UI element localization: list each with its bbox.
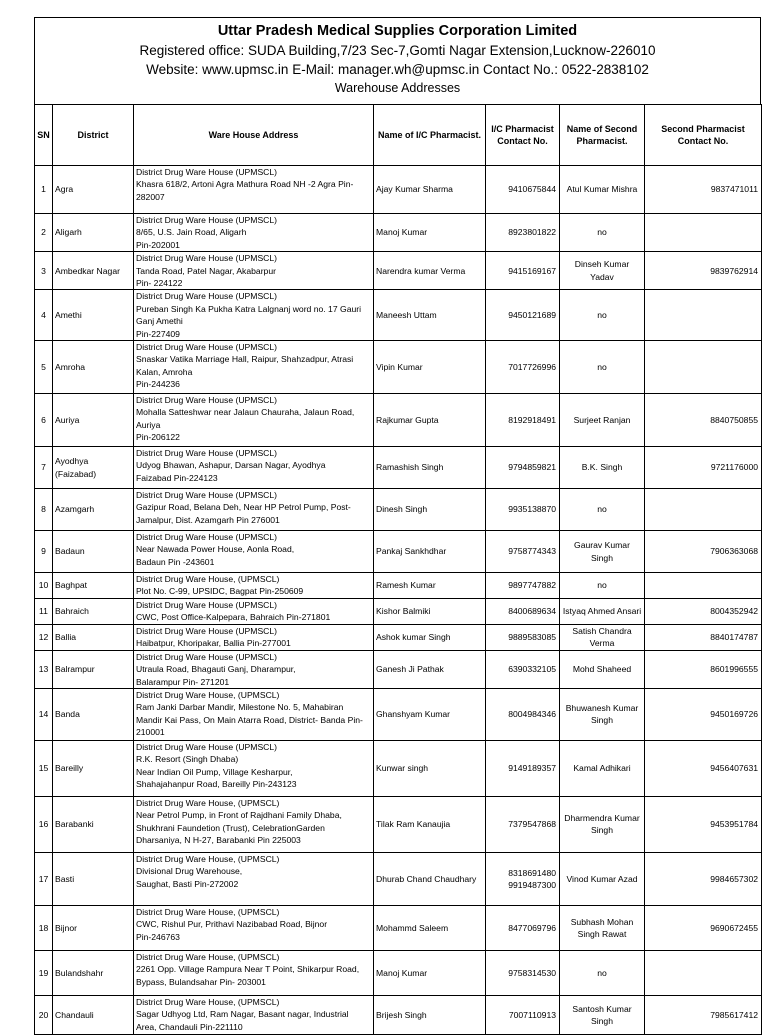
table-row	[35, 905, 762, 950]
contact-details: Website: www.upmsc.in E-Mail: manager.wh@upmsc.in Contact No.: 0522-2838102	[146, 62, 649, 77]
cell-district: Ballia	[53, 624, 134, 650]
cell-address-line: Ram Janki Darbar Mandir, Milestone No. 5, Mahabiran	[136, 702, 344, 713]
cell-contact1: 7017726996	[486, 341, 560, 394]
cell-contact2: 8601996555	[645, 650, 762, 688]
col-header-district: District	[53, 105, 134, 166]
cell-address	[134, 852, 374, 905]
cell-district: Bahraich	[53, 599, 134, 625]
cell-sn: 9	[35, 531, 53, 573]
cell-pharmacist2: Dharmendra Kumar Singh	[560, 796, 645, 852]
cell-pharmacist: Dhurab Chand Chaudhary	[374, 852, 486, 905]
cell-address	[134, 341, 374, 394]
cell-address-line: Pin-206122	[136, 432, 180, 443]
cell-address-line: Dharsaniya, N H-27, Barabanki Pin 225003	[136, 835, 301, 846]
table-row	[35, 852, 762, 905]
cell-address-line: Ganj Amethi	[136, 316, 183, 327]
cell-contact2	[645, 290, 762, 341]
cell-address	[134, 290, 374, 341]
cell-pharmacist2: Surjeet Ranjan	[560, 394, 645, 447]
cell-pharmacist: Tilak Ram Kanaujia	[374, 796, 486, 852]
cell-sn: 2	[35, 214, 53, 252]
cell-address-line: Near Indian Oil Pump, Village Kesharpur,	[136, 766, 293, 777]
table-row	[35, 214, 762, 252]
registered-office: Registered office: SUDA Building,7/23 Sec-7,Gomti Nagar Extension,Lucknow-226010	[139, 43, 656, 58]
cell-address-line: District Drug Ware House (UPMSCL)	[136, 342, 278, 353]
cell-pharmacist: Ghanshyam Kumar	[374, 688, 486, 740]
cell-address-line: District Drug Ware House (UPMSCL)	[136, 741, 278, 752]
cell-address-line: R.K. Resort (Singh Dhaba)	[136, 754, 239, 765]
cell-address-line: Saughat, Basti Pin-272002	[136, 878, 239, 889]
cell-sn: 1	[35, 166, 53, 214]
cell-contact1: 7379547868	[486, 796, 560, 852]
cell-contact2	[645, 950, 762, 995]
cell-pharmacist: Ajay Kumar Sharma	[374, 166, 486, 214]
cell-pharmacist2: Vinod Kumar Azad	[560, 852, 645, 905]
cell-contact2: 9839762914	[645, 252, 762, 290]
cell-contact2: 9450169726	[645, 688, 762, 740]
cell-sn: 13	[35, 650, 53, 688]
cell-address	[134, 688, 374, 740]
cell-address-line: Gazipur Road, Belana Deh, Near HP Petrol Pump, Post-	[136, 502, 351, 513]
warehouse-table	[34, 104, 762, 1035]
cell-address-line: Balarampur Pin- 271201	[136, 676, 230, 687]
cell-pharmacist2: Bhuwanesh Kumar Singh	[560, 688, 645, 740]
cell-contact1: 8477069796	[486, 905, 560, 950]
cell-pharmacist: Kunwar singh	[374, 740, 486, 796]
col-header-pharmacist2: Name of Second Pharmacist.	[560, 105, 645, 166]
cell-address-line: District Drug Ware House, (UPMSCL)	[136, 574, 280, 585]
cell-pharmacist2: B.K. Singh	[560, 447, 645, 489]
cell-district: Amroha	[53, 341, 134, 394]
cell-address	[134, 573, 374, 599]
table-row	[35, 995, 762, 1034]
table-row	[35, 290, 762, 341]
cell-sn: 6	[35, 394, 53, 447]
cell-address-line: Pin-227409	[136, 328, 180, 339]
cell-district: Amethi	[53, 290, 134, 341]
table-row	[35, 573, 762, 599]
cell-pharmacist: Maneesh Uttam	[374, 290, 486, 341]
cell-contact2: 7906363068	[645, 531, 762, 573]
cell-address	[134, 447, 374, 489]
cell-pharmacist: Pankaj Sankhdhar	[374, 531, 486, 573]
cell-pharmacist2: no	[560, 341, 645, 394]
cell-sn: 19	[35, 950, 53, 995]
cell-contact1-line: 9919487300	[508, 879, 556, 890]
cell-address	[134, 599, 374, 625]
cell-sn: 14	[35, 688, 53, 740]
cell-address	[134, 950, 374, 995]
table-row	[35, 950, 762, 995]
cell-address-line: Shahajahanpur Road, Bareilly Pin-243123	[136, 779, 297, 790]
cell-sn: 10	[35, 573, 53, 599]
cell-contact1: 9897747882	[486, 573, 560, 599]
cell-contact1: 6390332105	[486, 650, 560, 688]
cell-contact1: 8192918491	[486, 394, 560, 447]
cell-district: Balrampur	[53, 650, 134, 688]
cell-contact2	[645, 341, 762, 394]
cell-pharmacist2: Subhash Mohan Singh Rawat	[560, 905, 645, 950]
cell-contact1: 9758774343	[486, 531, 560, 573]
cell-pharmacist2: Satish Chandra Verma	[560, 624, 645, 650]
cell-address	[134, 995, 374, 1034]
cell-address-line: District Drug Ware House (UPMSCL)	[136, 167, 278, 177]
cell-address	[134, 394, 374, 447]
cell-contact1: 9889583085	[486, 624, 560, 650]
cell-contact1: 9410675844	[486, 166, 560, 214]
cell-contact1: 9794859821	[486, 447, 560, 489]
cell-address-line: Snaskar Vatika Marriage Hall, Raipur, Shahzadpur, Atrasi	[136, 354, 354, 365]
cell-address-line: Badaun Pin -243601	[136, 556, 215, 567]
table-row	[35, 447, 762, 489]
cell-district: Baghpat	[53, 573, 134, 599]
cell-district: Badaun	[53, 531, 134, 573]
cell-district: Bijnor	[53, 905, 134, 950]
cell-contact2: 9837471011	[645, 166, 762, 214]
cell-address-line: District Drug Ware House (UPMSCL)	[136, 651, 278, 662]
cell-address-line: Plot No. C-99, UPSIDC, Bagpat Pin-250609	[136, 586, 304, 597]
cell-pharmacist2: Mohd Shaheed	[560, 650, 645, 688]
table-row	[35, 531, 762, 573]
cell-address-line: District Drug Ware House (UPMSCL)	[136, 448, 278, 459]
cell-district: Ambedkar Nagar	[53, 252, 134, 290]
cell-address-line: Utraula Road, Bhagauti Ganj, Dharampur,	[136, 664, 296, 675]
cell-address-line: District Drug Ware House, (UPMSCL)	[136, 853, 280, 864]
cell-address-line: District Drug Ware House, (UPMSCL)	[136, 689, 280, 700]
cell-sn: 3	[35, 252, 53, 290]
cell-sn: 16	[35, 796, 53, 852]
cell-pharmacist2: Istyaq Ahmed Ansari	[560, 599, 645, 625]
cell-district: Basti	[53, 852, 134, 905]
col-header-sn: SN	[35, 105, 53, 166]
cell-address-line: Near Petrol Pump, in Front of Rajdhani Family Dhaba,	[136, 810, 342, 821]
cell-address-line: Auriya	[136, 419, 161, 430]
table-row	[35, 166, 762, 214]
cell-address-line: CWC, Rishul Pur, Prithavi Nazibabad Road, Bijnor	[136, 919, 328, 930]
cell-pharmacist: Rajkumar Gupta	[374, 394, 486, 447]
cell-address	[134, 624, 374, 650]
cell-contact1: 9149189357	[486, 740, 560, 796]
cell-address	[134, 252, 374, 290]
cell-pharmacist2: no	[560, 573, 645, 599]
cell-contact2: 9721176000	[645, 447, 762, 489]
cell-pharmacist: Brijesh Singh	[374, 995, 486, 1034]
document-header	[34, 17, 761, 104]
cell-address-line: Bypass, Bulandsahar Pin- 203001	[136, 976, 266, 987]
cell-pharmacist2: Dinseh Kumar Yadav	[560, 252, 645, 290]
cell-pharmacist: Ganesh Ji Pathak	[374, 650, 486, 688]
cell-contact2	[645, 573, 762, 599]
cell-contact2: 9984657302	[645, 852, 762, 905]
cell-address-line: Pin- 224122	[136, 278, 183, 289]
col-header-address: Ware House Address	[134, 105, 374, 166]
cell-address-line: 282007	[136, 191, 165, 202]
cell-pharmacist: Ramashish Singh	[374, 447, 486, 489]
cell-contact1: 9450121689	[486, 290, 560, 341]
cell-contact2: 8840174787	[645, 624, 762, 650]
cell-address	[134, 650, 374, 688]
cell-address-line: Pureban Singh Ka Pukha Katra Lalgnanj word no. 17 Gauri	[136, 303, 362, 314]
table-header-row	[35, 105, 762, 166]
cell-district: Auriya	[53, 394, 134, 447]
cell-district: Barabanki	[53, 796, 134, 852]
cell-address	[134, 531, 374, 573]
cell-pharmacist2: no	[560, 950, 645, 995]
cell-pharmacist: Kishor Balmiki	[374, 599, 486, 625]
cell-address-line: District Drug Ware House (UPMSCL)	[136, 625, 278, 636]
cell-sn: 18	[35, 905, 53, 950]
cell-address-line: CWC, Post Office-Kalpepara, Bahraich Pin-271801	[136, 612, 331, 623]
cell-address-line: District Drug Ware House (UPMSCL)	[136, 291, 278, 302]
cell-pharmacist: Ashok kumar Singh	[374, 624, 486, 650]
cell-pharmacist: Ramesh Kumar	[374, 573, 486, 599]
cell-address-line: Faizabad Pin-224123	[136, 472, 218, 483]
cell-address-line: District Drug Ware House (UPMSCL)	[136, 253, 278, 264]
cell-address-line: Sagar Udhyog Ltd, Ram Nagar, Basant nagar, Industrial	[136, 1009, 349, 1020]
cell-address-line: Tanda Road, Patel Nagar, Akabarpur	[136, 265, 276, 276]
cell-pharmacist2: no	[560, 214, 645, 252]
cell-address-line: Kalan, Amroha	[136, 366, 193, 377]
cell-contact1: 9935138870	[486, 489, 560, 531]
cell-address-line: Shukhrani Faundetion (Trust), CelebrationGarden	[136, 822, 325, 833]
cell-address	[134, 214, 374, 252]
cell-contact1: 8923801822	[486, 214, 560, 252]
cell-pharmacist2: no	[560, 489, 645, 531]
cell-address-line: District Drug Ware House (UPMSCL)	[136, 395, 278, 406]
cell-address-line: District Drug Ware House (UPMSCL)	[136, 600, 278, 611]
cell-address-line: District Drug Ware House (UPMSCL)	[136, 490, 278, 501]
cell-address-line: 2261 Opp. Village Rampura Near T Point, Shikarpur Road,	[136, 964, 360, 975]
cell-contact1: 8004984346	[486, 688, 560, 740]
cell-pharmacist2: no	[560, 290, 645, 341]
cell-address	[134, 905, 374, 950]
table-row	[35, 252, 762, 290]
cell-address-line: Pin-244236	[136, 379, 180, 390]
cell-contact1: 7007110913	[486, 995, 560, 1034]
cell-address-line: 8/65, U.S. Jain Road, Aligarh	[136, 227, 247, 238]
cell-address	[134, 796, 374, 852]
cell-district: Chandauli	[53, 995, 134, 1034]
cell-address-line: 210001	[136, 727, 165, 738]
cell-district: Bareilly	[53, 740, 134, 796]
cell-contact2: 8840750855	[645, 394, 762, 447]
cell-address	[134, 740, 374, 796]
warehouse-address-sheet	[34, 17, 761, 1035]
cell-pharmacist2: Santosh Kumar Singh	[560, 995, 645, 1034]
cell-contact2: 8004352942	[645, 599, 762, 625]
col-header-pharmacist: Name of I/C Pharmacist.	[374, 105, 486, 166]
cell-address-line: District Drug Ware House, (UPMSCL)	[136, 797, 280, 808]
cell-address-line: Mandir Kai Pass, On Main Atarra Road, District- Banda Pin-	[136, 714, 363, 725]
cell-contact1	[486, 852, 560, 905]
cell-pharmacist: Manoj Kumar	[374, 214, 486, 252]
cell-address-line: Haibatpur, Khoripakar, Ballia Pin-277001	[136, 638, 291, 649]
cell-address-line: Pin-246763	[136, 931, 180, 942]
table-row	[35, 650, 762, 688]
cell-sn: 7	[35, 447, 53, 489]
cell-address-line: District Drug Ware House, (UPMSCL)	[136, 906, 280, 917]
cell-sn: 5	[35, 341, 53, 394]
cell-sn: 17	[35, 852, 53, 905]
document-subtitle: Warehouse Addresses	[334, 81, 461, 95]
cell-contact1-line: 8318691480	[508, 867, 556, 878]
cell-district: Agra	[53, 166, 134, 214]
cell-contact2: 7985617412	[645, 995, 762, 1034]
cell-sn: 20	[35, 995, 53, 1034]
cell-pharmacist: Manoj Kumar	[374, 950, 486, 995]
table-row	[35, 796, 762, 852]
cell-pharmacist2: Gaurav Kumar Singh	[560, 531, 645, 573]
col-header-contact2: Second Pharmacist Contact No.	[645, 105, 762, 166]
cell-address-line: Mohalla Satteshwar near Jalaun Chauraha, Jalaun Road,	[136, 407, 355, 418]
cell-sn: 8	[35, 489, 53, 531]
cell-district: Ayodhya (Faizabad)	[53, 447, 134, 489]
table-row	[35, 624, 762, 650]
cell-district: Banda	[53, 688, 134, 740]
cell-address-line: Khasra 618/2, Artoni Agra Mathura Road NH -2 Agra Pin-	[136, 179, 354, 190]
organization-title: Uttar Pradesh Medical Supplies Corporation Limited	[217, 23, 578, 39]
cell-contact2	[645, 489, 762, 531]
table-row	[35, 599, 762, 625]
table-row	[35, 489, 762, 531]
cell-contact1: 9415169167	[486, 252, 560, 290]
cell-address-line: Udyog Bhawan, Ashapur, Darsan Nagar, Ayodhya	[136, 460, 326, 471]
cell-address-line: Pin-202001	[136, 239, 180, 250]
cell-address-line: Jamalpur, Dist. Azamgarh Pin 276001	[136, 514, 280, 525]
cell-district: Azamgarh	[53, 489, 134, 531]
cell-pharmacist: Narendra kumar Verma	[374, 252, 486, 290]
col-header-contact1: I/C Pharmacist Contact No.	[486, 105, 560, 166]
cell-sn: 15	[35, 740, 53, 796]
cell-address	[134, 166, 374, 214]
table-row	[35, 740, 762, 796]
cell-address-line: District Drug Ware House (UPMSCL)	[136, 532, 278, 543]
cell-contact2: 9690672455	[645, 905, 762, 950]
cell-address-line: Near Nawada Power House, Aonla Road,	[136, 544, 295, 555]
cell-district: Bulandshahr	[53, 950, 134, 995]
table-row	[35, 341, 762, 394]
table-row	[35, 688, 762, 740]
cell-contact2: 9456407631	[645, 740, 762, 796]
cell-pharmacist2: Kamal Adhikari	[560, 740, 645, 796]
cell-address-line: District Drug Ware House, (UPMSCL)	[136, 951, 280, 962]
table-row	[35, 394, 762, 447]
cell-contact2	[645, 214, 762, 252]
cell-address-line: Divisional Drug Warehouse,	[136, 866, 243, 877]
cell-district: Aligarh	[53, 214, 134, 252]
cell-address	[134, 489, 374, 531]
cell-sn: 12	[35, 624, 53, 650]
cell-contact2: 9453951784	[645, 796, 762, 852]
cell-pharmacist: Mohammd Saleem	[374, 905, 486, 950]
cell-pharmacist: Dinesh Singh	[374, 489, 486, 531]
cell-pharmacist2: Atul Kumar Mishra	[560, 166, 645, 214]
cell-pharmacist: Vipin Kumar	[374, 341, 486, 394]
cell-address-line: District Drug Ware House (UPMSCL)	[136, 215, 278, 225]
cell-address-line: District Drug Ware House, (UPMSCL)	[136, 996, 280, 1007]
cell-address-line: Area, Chandauli Pin-221110	[136, 1021, 243, 1032]
cell-sn: 4	[35, 290, 53, 341]
cell-contact1: 9758314530	[486, 950, 560, 995]
cell-sn: 11	[35, 599, 53, 625]
cell-contact1: 8400689634	[486, 599, 560, 625]
